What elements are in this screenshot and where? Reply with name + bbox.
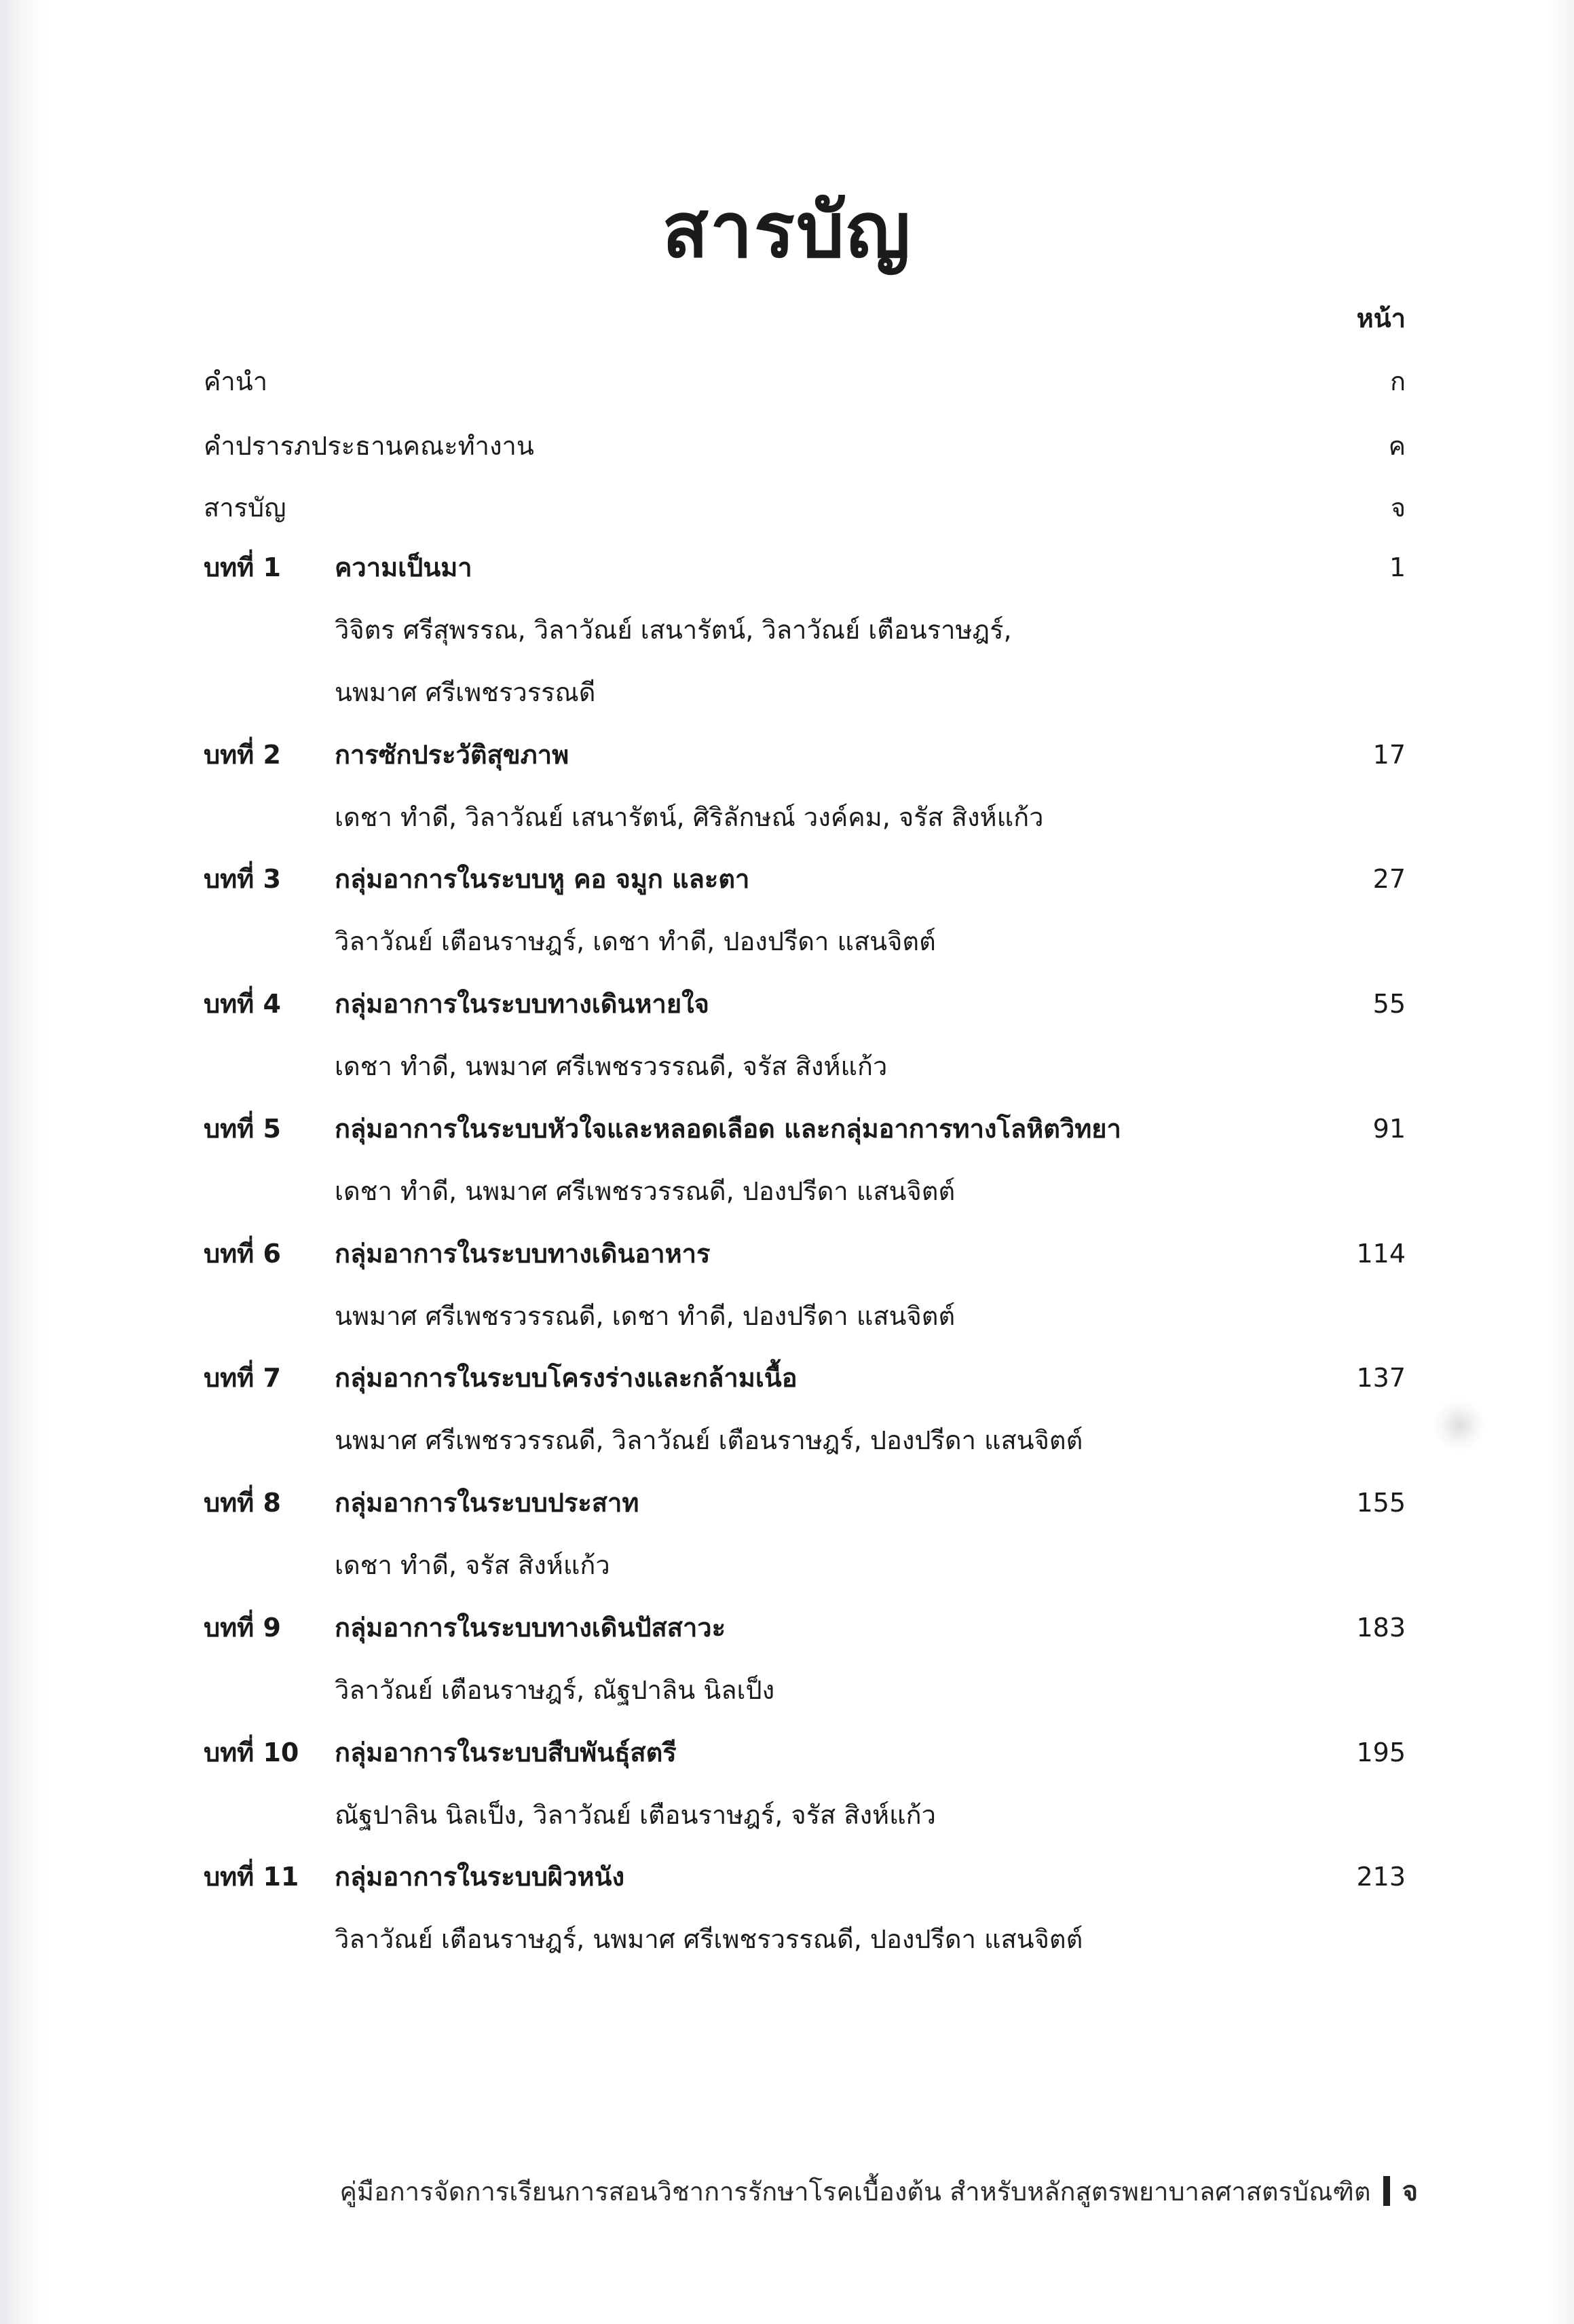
toc-page-number: จ xyxy=(1390,493,1406,523)
chapter-authors: วิลาวัณย์ เตือนราษฎร์, นพมาศ ศรีเพชรวรรณดี, ปองปรีดา แสนจิตต์ xyxy=(335,1924,1083,1954)
chapter-authors-row xyxy=(0,610,1574,650)
toc-chapter-row xyxy=(0,547,1574,588)
chapter-number: บทที่ 7 xyxy=(204,1363,281,1393)
toc-chapter-row xyxy=(0,1108,1574,1149)
toc-page-number: 114 xyxy=(1356,1239,1406,1269)
toc-chapter-row xyxy=(0,859,1574,899)
chapter-number: บทที่ 2 xyxy=(204,740,281,770)
chapter-number: บทที่ 9 xyxy=(204,1613,281,1643)
chapter-title: ความเป็นมา xyxy=(335,552,472,582)
page-title: สารบัญ xyxy=(662,187,912,275)
scan-smudge xyxy=(1432,1398,1486,1452)
chapter-number: บทที่ 11 xyxy=(204,1862,299,1892)
chapter-title: กลุ่มอาการในระบบทางเดินหายใจ xyxy=(335,989,709,1019)
toc-chapter-row xyxy=(0,983,1574,1024)
chapter-number: บทที่ 1 xyxy=(204,552,281,582)
chapter-number: บทที่ 4 xyxy=(204,989,281,1019)
chapter-title: กลุ่มอาการในระบบทางเดินอาหาร xyxy=(335,1239,711,1269)
chapter-authors-row xyxy=(0,1545,1574,1586)
chapter-authors-row xyxy=(0,1420,1574,1461)
page-column-label: หน้า xyxy=(1356,303,1406,333)
page-footer xyxy=(339,2169,1418,2213)
chapter-authors: นพมาศ ศรีเพชรวรรณดี, เดชา ทำดี, ปองปรีดา แสนจิตต์ xyxy=(335,1301,956,1331)
chapter-authors-row xyxy=(0,1046,1574,1087)
chapter-title: กลุ่มอาการในระบบหู คอ จมูก และตา xyxy=(335,864,750,894)
toc-page-number: ค xyxy=(1388,431,1406,461)
toc-page-number: 17 xyxy=(1372,740,1406,770)
toc-page-number: 91 xyxy=(1372,1114,1406,1144)
toc-chapter-row xyxy=(0,1357,1574,1398)
toc-entry-label: สารบัญ xyxy=(204,493,286,523)
footer-text: คู่มือการจัดการเรียนการสอนวิชาการรักษาโรคเบื้องต้น สำหรับหลักสูตรพยาบาลศาสตรบัณฑิต xyxy=(339,2176,1371,2207)
footer-separator xyxy=(1383,2176,1390,2206)
chapter-authors: นพมาศ ศรีเพชรวรรณดี, วิลาวัณย์ เตือนราษฎร์, ปองปรีดา แสนจิตต์ xyxy=(335,1425,1083,1455)
chapter-authors-row xyxy=(0,672,1574,713)
chapter-title: กลุ่มอาการในระบบทางเดินปัสสาวะ xyxy=(335,1613,726,1643)
chapter-title: การซักประวัติสุขภาพ xyxy=(335,740,569,770)
toc-front-matter-row xyxy=(0,487,1574,528)
chapter-number: บทที่ 6 xyxy=(204,1239,281,1269)
chapter-authors: วิลาวัณย์ เตือนราษฎร์, ณัฐปาลิน นิลเป็ง xyxy=(335,1675,775,1705)
chapter-number: บทที่ 3 xyxy=(204,864,281,894)
chapter-authors-row xyxy=(0,1670,1574,1710)
chapter-authors-row xyxy=(0,1919,1574,1960)
chapter-title: กลุ่มอาการในระบบผิวหนัง xyxy=(335,1862,625,1892)
toc-page-number: 183 xyxy=(1356,1613,1406,1643)
toc-chapter-row xyxy=(0,1856,1574,1897)
chapter-number: บทที่ 10 xyxy=(204,1738,299,1767)
toc-entry-label: คำนำ xyxy=(204,367,268,396)
chapter-title: กลุ่มอาการในระบบโครงร่างและกล้ามเนื้อ xyxy=(335,1363,798,1393)
toc-front-matter-row xyxy=(0,361,1574,402)
chapter-authors-row xyxy=(0,797,1574,838)
toc-page-number: 137 xyxy=(1356,1363,1406,1393)
toc-chapter-row xyxy=(0,1482,1574,1523)
footer-page-number: จ xyxy=(1402,2176,1418,2207)
toc-chapter-row xyxy=(0,1607,1574,1648)
chapter-number: บทที่ 8 xyxy=(204,1488,281,1518)
toc-page-number: 55 xyxy=(1372,989,1406,1019)
toc-page-number: 155 xyxy=(1356,1488,1406,1518)
toc-chapter-row xyxy=(0,1732,1574,1773)
chapter-authors: ณัฐปาลิน นิลเป็ง, วิลาวัณย์ เตือนราษฎร์, จรัส สิงห์แก้ว xyxy=(335,1800,936,1830)
chapter-authors-row xyxy=(0,1171,1574,1212)
chapter-authors: เดชา ทำดี, นพมาศ ศรีเพชรวรรณดี, จรัส สิงห์แก้ว xyxy=(335,1051,888,1081)
chapter-authors: เดชา ทำดี, วิลาวัณย์ เสนารัตน์, ศิริลักษณ์ วงค์คม, จรัส สิงห์แก้ว xyxy=(335,802,1044,832)
chapter-authors-row xyxy=(0,1795,1574,1835)
toc-page-number: 213 xyxy=(1356,1862,1406,1892)
chapter-authors: วิจิตร ศรีสุพรรณ, วิลาวัณย์ เสนารัตน์, วิลาวัณย์ เตือนราษฎร์, xyxy=(335,615,1012,645)
chapter-authors-row xyxy=(0,1296,1574,1336)
toc-chapter-row xyxy=(0,734,1574,775)
toc-page-number: ก xyxy=(1389,367,1406,396)
toc-page-number: 1 xyxy=(1389,552,1406,582)
toc-page-number: 27 xyxy=(1372,864,1406,894)
chapter-authors: นพมาศ ศรีเพชรวรรณดี xyxy=(335,677,596,707)
chapter-number: บทที่ 5 xyxy=(204,1114,281,1144)
toc-front-matter-row xyxy=(0,426,1574,466)
chapter-authors: เดชา ทำดี, นพมาศ ศรีเพชรวรรณดี, ปองปรีดา แสนจิตต์ xyxy=(335,1176,956,1206)
chapter-title: กลุ่มอาการในระบบหัวใจและหลอดเลือด และกลุ่มอาการทางโลหิตวิทยา xyxy=(335,1114,1121,1144)
chapter-authors: วิลาวัณย์ เตือนราษฎร์, เดชา ทำดี, ปองปรีดา แสนจิตต์ xyxy=(335,926,936,956)
toc-entry-label: คำปรารภประธานคณะทำงาน xyxy=(204,431,534,461)
chapter-title: กลุ่มอาการในระบบประสาท xyxy=(335,1488,639,1518)
chapter-title: กลุ่มอาการในระบบสืบพันธุ์สตรี xyxy=(335,1738,677,1767)
chapter-authors: เดชา ทำดี, จรัส สิงห์แก้ว xyxy=(335,1550,610,1580)
chapter-authors-row xyxy=(0,921,1574,962)
toc-chapter-row xyxy=(0,1233,1574,1274)
toc-page-number: 195 xyxy=(1356,1738,1406,1767)
